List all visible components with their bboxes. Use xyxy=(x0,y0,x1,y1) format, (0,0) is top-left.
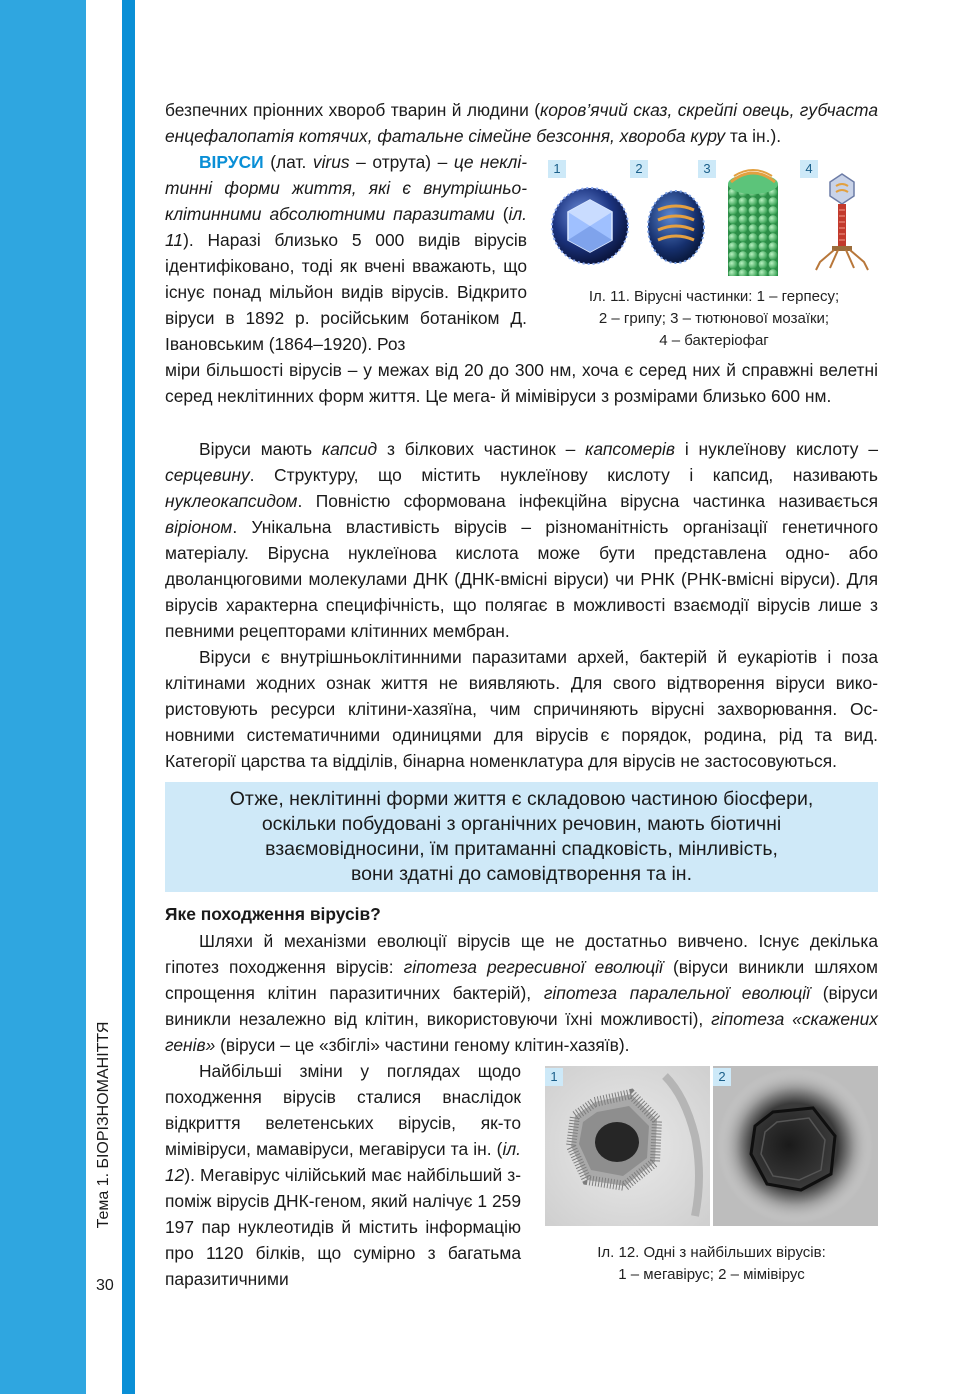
paragraph-prion-end: безпечних пріонних хвороб тварин й людини (коров’ячий сказ, скрейпі овець, губчаста енцефалопатія котячих, фатальне сімейне безсоння, хвороба куру та ін.). xyxy=(165,100,878,146)
figure-12 xyxy=(545,1066,878,1286)
figure-12-number-1: 1 xyxy=(545,1068,563,1086)
figure-11-number-1: 1 xyxy=(548,160,566,178)
paragraph-parasites: Віруси є внутрішньоклітинними паразитами архей, бактерій й еукаріотів і поза клітинами жодних ознак життя не виявляють. Для свого відтворення віруси використовують ресурси клітини-хазяїна, чим спричиняють вірусні захворювання. Основними систематичними одиницями для вірусів є порядок, родина, рід та вид. Категорії царства та відділів, бінарна номенклатура для вірусів не застосовуються. xyxy=(165,647,878,771)
figure-11-caption-line-3: 4 – бактеріофаг xyxy=(659,332,769,349)
side-band-dark xyxy=(122,0,135,1394)
conclusion-line-4: вони здатні до самовідтворення та ін. xyxy=(351,863,692,885)
paragraph-capsid: Віруси мають капсид з білкових частинок – капсомерів і нуклеїнову кислоту – серцевину. Структуру, що містить нуклеїнову кислоту і капсид, називають нуклеокапсидом. Повністю сформована інфекційна вірусна частинка називається віріоном. Унікальна властивість вірусів – різноманітність організації генетичного матеріалу. Вірусна нуклеїнова кислота може бути представлена одно- або дволанцюговими молекулами ДНК (ДНК-вмісні віруси) чи РНК (РНК-вмісні віруси). Для вірусів характерна специфічність, що полягає в можливості взаємодії вірусів лише з певними рецепторами клітинних мембран. xyxy=(165,439,879,641)
conclusion-line-2: оскільки побудовані з органічних речовин, мають біотичні xyxy=(261,813,782,835)
figure-11-number-3: 3 xyxy=(698,160,716,178)
giant-viruses-micrograph xyxy=(545,1066,878,1226)
bacteriophage-icon xyxy=(816,174,868,270)
conclusion-line-3: взаємовідносини, їм притаманні спадковість, мінливість, xyxy=(265,838,778,860)
herpes-virus-icon xyxy=(552,188,628,264)
page-number: 30 xyxy=(96,1277,114,1294)
figure-12-caption-line-1: Іл. 12. Одні з найбільших вірусів: xyxy=(597,1244,826,1261)
tobacco-mosaic-virus-icon xyxy=(728,170,778,276)
influenza-virus-icon xyxy=(648,191,704,263)
figure-11 xyxy=(548,152,880,352)
section-heading-origin: Яке походження вірусів? xyxy=(165,904,381,924)
mimivirus-image xyxy=(717,1068,873,1224)
figure-11-number-4: 4 xyxy=(800,160,818,178)
conclusion-box xyxy=(165,782,878,892)
figure-12-number-2: 2 xyxy=(713,1068,731,1086)
paragraph-viruses-definition: ВІРУСИ (лат. virus – отрута) – це неклітинні форми життя, які є внутрішньоклітинними абсолютними паразитами (іл. 11). Наразі близько 5 000 видів вірусів ідентифіковано, тоді як вчені вважають, що існує понад мільйон видів вірусів. Відкрито віруси в 1892 р. російським ботаніком Д. Івановським (1864–1920). Роз міри більшості вірусів – у межах від 20 до 300 нм, хоча є серед них й справжні велетні серед неклітинних форм життя. Це мега- й мімівіруси з розмірами близько 600 нм. xyxy=(165,152,878,406)
term-viruses: ВІРУСИ xyxy=(199,152,264,172)
figure-12-caption-line-2: 1 – мегавірус; 2 – мімівірус xyxy=(618,1266,805,1283)
virus-particles-illustration xyxy=(548,152,880,282)
topic-vertical-title: Тема 1. БІОРІЗНОМАНІТТЯ xyxy=(95,1021,112,1229)
figure-11-caption-line-1: Іл. 11. Вірусні частинки: 1 – герпесу; xyxy=(588,288,840,305)
paragraph-giant-viruses: Найбільші зміни у поглядах щодо походження вірусів сталися внаслідок відкриття велетенських вірусів, як-то мімівіруси, мамавіруси, мегавіруси та ін. (іл. 12). Мегавірус чілійський має найбільший з-поміж вірусів ДНК-геном, який налічує 1 259 197 пар нуклеотидів й містить інформацію про 1120 білків, що сумірно з багатьма паразитичними xyxy=(165,1061,521,1289)
conclusion-line-1: Отже, неклітинні форми життя є складовою частиною біосфери, xyxy=(229,788,814,810)
figure-11-number-2: 2 xyxy=(630,160,648,178)
side-band-light xyxy=(0,0,86,1394)
figure-11-caption-line-2: 2 – грипу; 3 – тютюнової мозаїки; xyxy=(598,310,830,327)
paragraph-hypotheses: Шляхи й механізми еволюції вірусів ще не достатньо вивчено. Існує декілька гіпотез походження вірусів: гіпотеза регресивної еволюції (віруси виникли шляхом спрощення клітин паразитичних бактерій), гіпотеза паралельної еволюції (віруси виникли незалежно від клітин, використовуючи їхні можливості), гіпотеза «скажених генів» (віруси – це «збіглі» частини геному клітин-хазяїв). xyxy=(165,931,878,1055)
